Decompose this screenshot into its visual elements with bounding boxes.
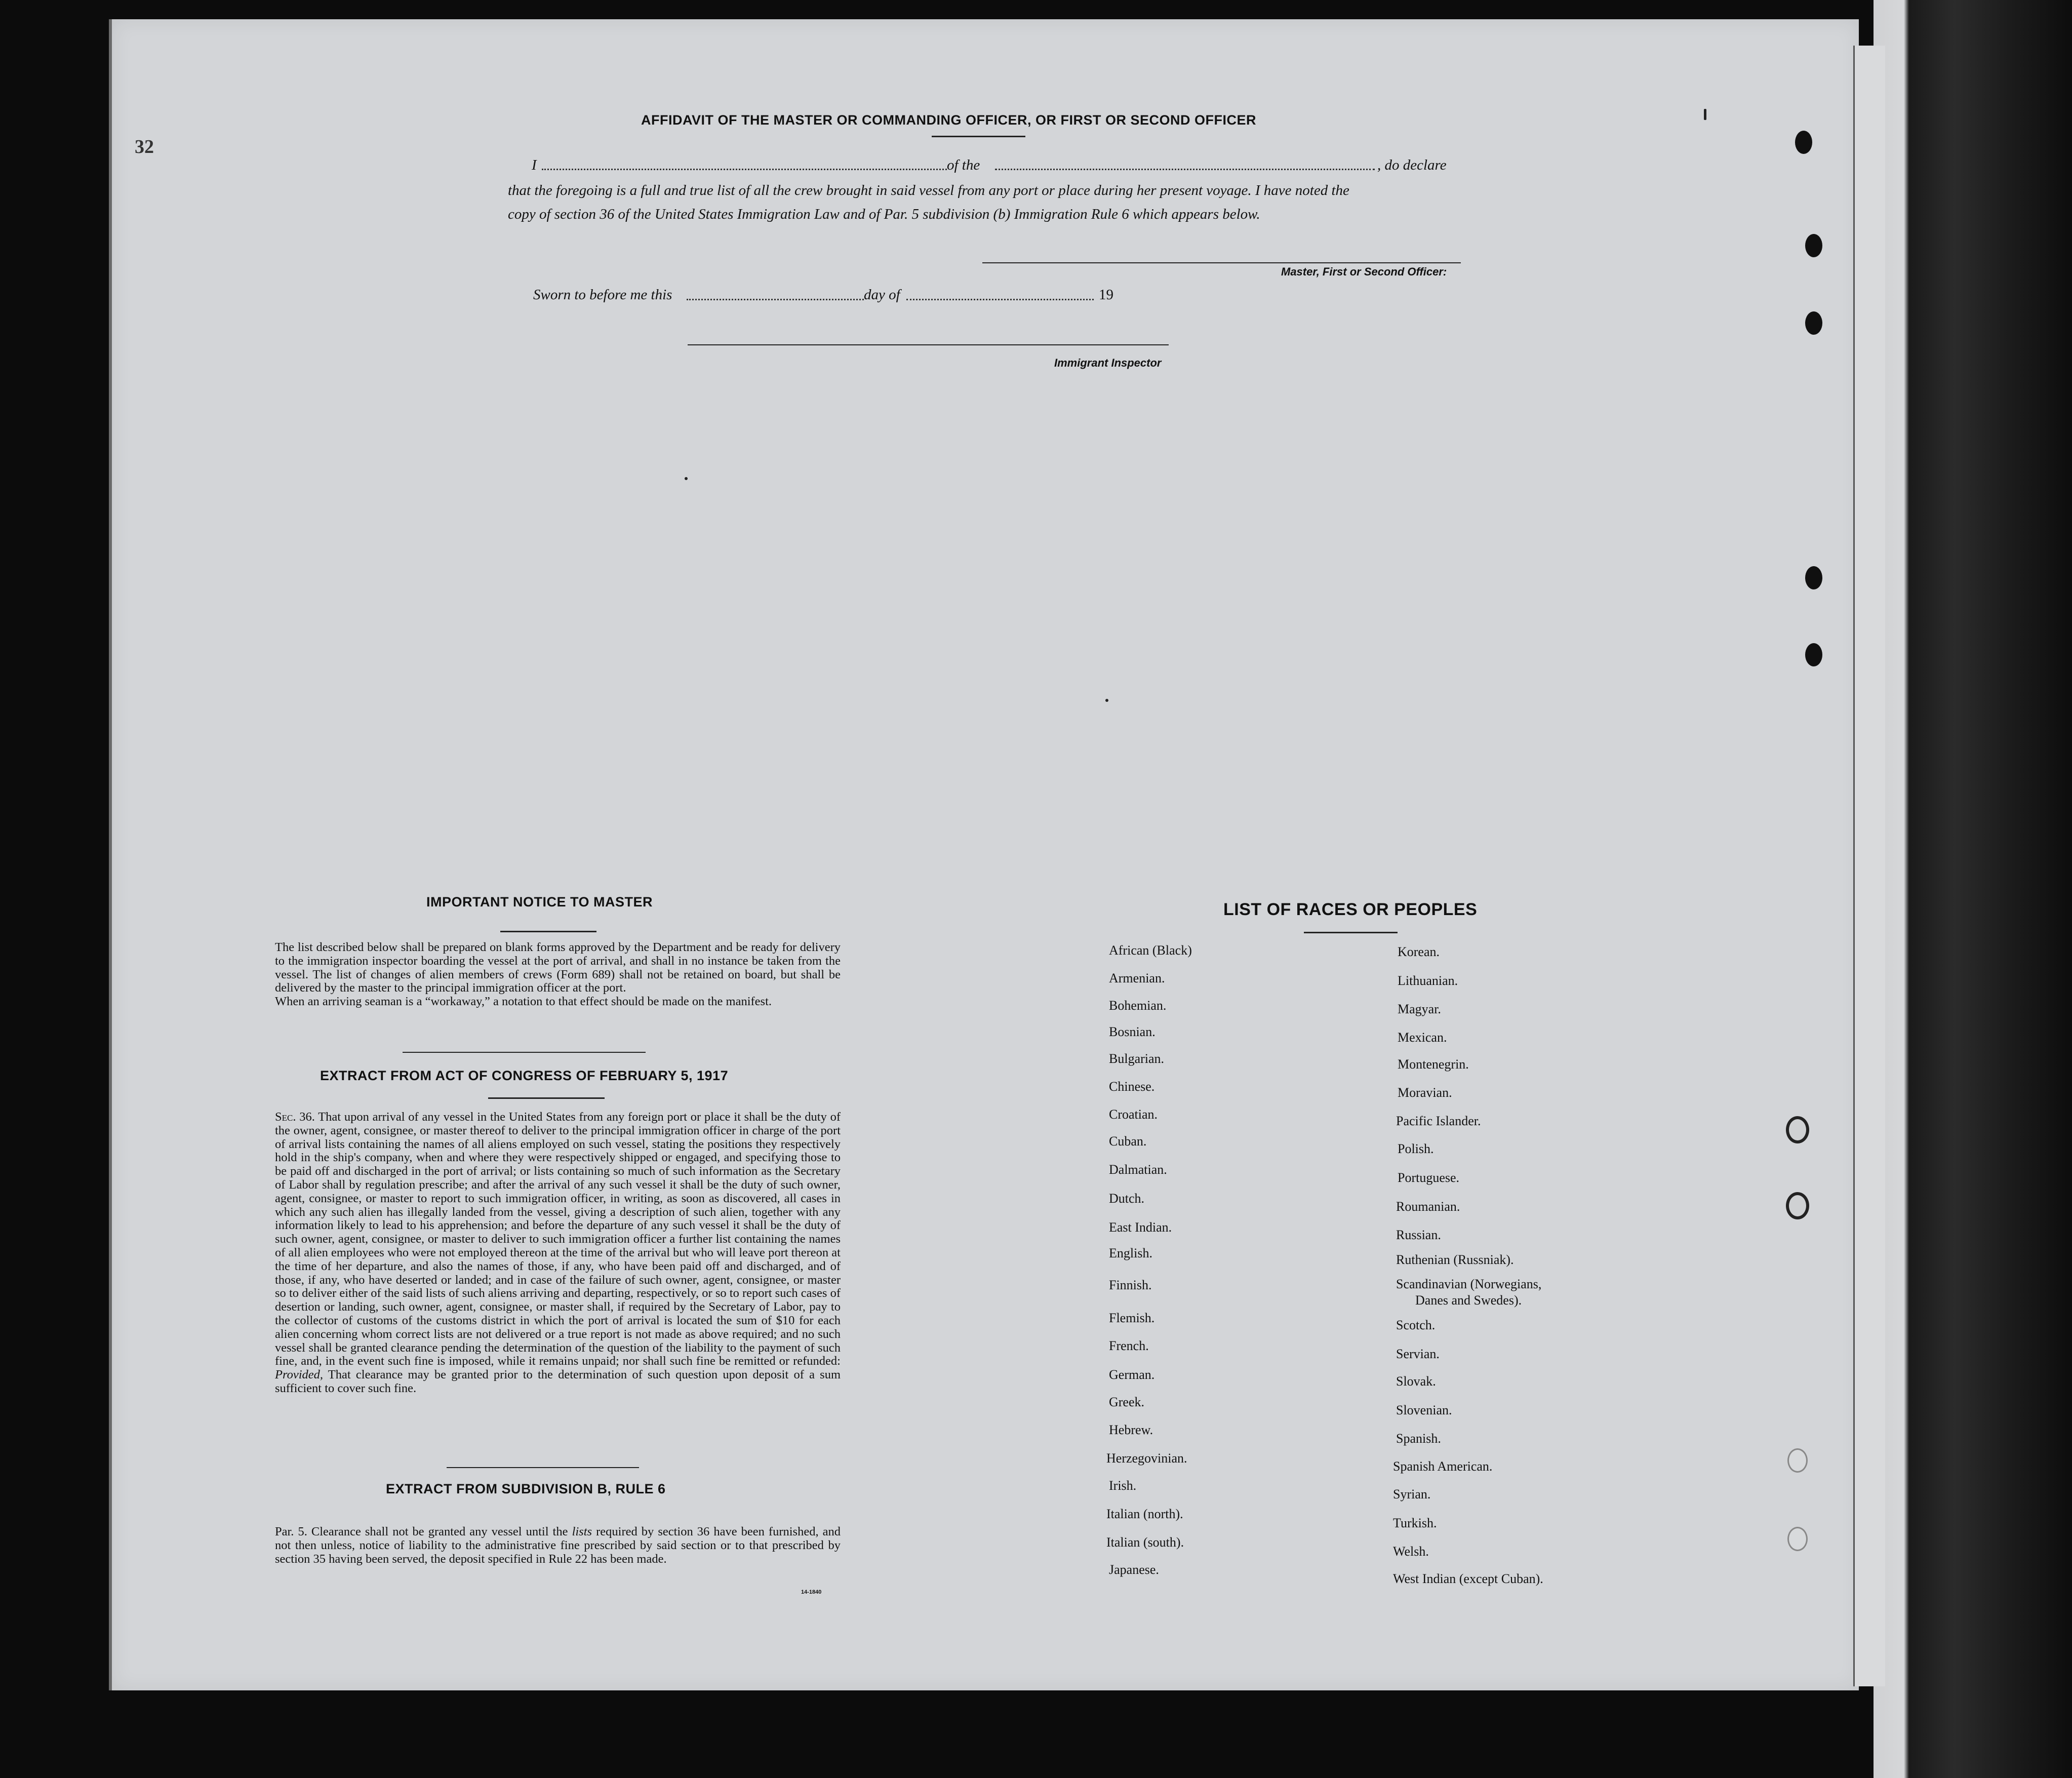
signature-line bbox=[982, 262, 1461, 263]
binder-ring bbox=[1786, 1192, 1809, 1219]
notice-text-1: The list described below shall be prepared on blank forms approved by the Department and be ready for delivery to the immigration inspector boarding the vessel at the port of arrival, and shall in no instance be taken from the vessel. The list of changes of alien members of crews (Form 689) shall not be retained on board, but shall be delivered by the master to the principal immigration officer at the port. bbox=[275, 940, 841, 995]
sworn-month-blank bbox=[906, 299, 1094, 300]
race-item: Herzegovinian. bbox=[1106, 1451, 1187, 1466]
race-item: Greek. bbox=[1109, 1395, 1145, 1409]
races-rule bbox=[1304, 932, 1398, 933]
race-item: Italian (south). bbox=[1106, 1535, 1184, 1550]
race-item: West Indian (except Cuban). bbox=[1393, 1571, 1543, 1586]
race-item: Dutch. bbox=[1109, 1191, 1145, 1206]
race-item: Montenegrin. bbox=[1398, 1057, 1469, 1072]
race-item: Finnish. bbox=[1109, 1278, 1152, 1292]
races-title: LIST OF RACES OR PEOPLES bbox=[1223, 900, 1478, 919]
race-item: Dalmatian. bbox=[1109, 1162, 1167, 1177]
race-item: Scotch. bbox=[1396, 1318, 1436, 1332]
act-rule bbox=[488, 1097, 605, 1099]
inspector-signature-line bbox=[688, 344, 1169, 345]
rule-body bbox=[252, 1525, 841, 1566]
race-item: English. bbox=[1109, 1246, 1152, 1260]
dot-mark bbox=[1105, 699, 1108, 702]
race-item: Hebrew. bbox=[1109, 1423, 1153, 1437]
notice-title: IMPORTANT NOTICE TO MASTER bbox=[426, 894, 653, 910]
page-edge-strip bbox=[1853, 46, 1885, 1686]
affidavit-line-1 bbox=[532, 157, 1463, 177]
race-item: Moravian. bbox=[1398, 1085, 1452, 1100]
affidavit-line-2: that the foregoing is a full and true list of all the crew brought in said vessel from any port or place during her present voyage. I have noted the bbox=[508, 182, 1349, 199]
rule-paragraph bbox=[252, 1525, 841, 1566]
race-item: Italian (north). bbox=[1106, 1507, 1183, 1521]
sworn-day-blank bbox=[687, 299, 864, 300]
race-item: Bohemian. bbox=[1109, 998, 1167, 1013]
form-number: 14-1840 bbox=[801, 1589, 822, 1595]
race-item: Scandinavian (Norwegians, bbox=[1396, 1277, 1542, 1291]
race-item: German. bbox=[1109, 1367, 1155, 1382]
race-item: Polish. bbox=[1398, 1141, 1434, 1156]
race-item: African (Black) bbox=[1109, 943, 1192, 958]
rule-text-1: Par. 5. Clearance shall not be granted any vessel until the bbox=[275, 1525, 568, 1538]
of-the-label: of the bbox=[947, 157, 980, 173]
race-item: Portuguese. bbox=[1398, 1170, 1460, 1185]
race-item: Servian. bbox=[1396, 1347, 1440, 1361]
race-item: Spanish American. bbox=[1393, 1459, 1493, 1474]
race-item: Welsh. bbox=[1393, 1544, 1429, 1559]
race-item: Korean. bbox=[1398, 944, 1440, 959]
act-body bbox=[252, 1111, 841, 1396]
declare-label: , do declare bbox=[1377, 157, 1447, 173]
affidavit-title: AFFIDAVIT OF THE MASTER OR COMMANDING OFFICER, OR FIRST OR SECOND OFFICER bbox=[641, 112, 1256, 128]
race-item: Roumanian. bbox=[1396, 1199, 1460, 1214]
race-item: Pacific Islander. bbox=[1396, 1114, 1481, 1128]
race-item: Spanish. bbox=[1396, 1431, 1441, 1446]
race-item: Irish. bbox=[1109, 1478, 1137, 1493]
affidavit-line-3: copy of section 36 of the United States Immigration Law and of Par. 5 subdivision (b) Immigration Rule 6 which appears below. bbox=[508, 206, 1260, 222]
rule-title: EXTRACT FROM SUBDIVISION B, RULE 6 bbox=[386, 1481, 666, 1496]
notice-paragraph-1 bbox=[252, 941, 841, 1009]
race-item: Chinese. bbox=[1109, 1079, 1155, 1094]
section-rule bbox=[447, 1467, 639, 1468]
title-rule bbox=[932, 136, 1025, 137]
scanner-frame-right bbox=[1874, 0, 2072, 1778]
race-item: Armenian. bbox=[1109, 971, 1165, 985]
race-item: Flemish. bbox=[1109, 1311, 1155, 1325]
declarant-label: I bbox=[532, 157, 537, 173]
race-item: French. bbox=[1109, 1338, 1149, 1353]
race-item: Mexican. bbox=[1398, 1030, 1447, 1045]
race-item: Bulgarian. bbox=[1109, 1051, 1165, 1066]
race-item: Danes and Swedes). bbox=[1415, 1293, 1522, 1308]
inspector-caption: Immigrant Inspector bbox=[1054, 357, 1162, 369]
sworn-prefix: Sworn to before me this bbox=[533, 287, 672, 303]
binder-hole bbox=[1805, 566, 1822, 589]
notice-text-2: When an arriving seaman is a “workaway,” a notation to that effect should be made on the manifest. bbox=[275, 995, 772, 1009]
provided-word: Provided, bbox=[275, 1368, 324, 1382]
lists-word: lists bbox=[572, 1525, 592, 1538]
race-item: Russian. bbox=[1396, 1228, 1441, 1242]
notice-rule bbox=[500, 931, 596, 932]
declarant-name-blank bbox=[542, 169, 947, 170]
act-title: EXTRACT FROM ACT OF CONGRESS OF FEBRUARY 5, 1917 bbox=[320, 1068, 729, 1083]
act-body-text: That upon arrival of any vessel in the United States from any foreign port or place it shall be the duty of the owner, agent, consignee, or master thereof to deliver to the principal immigration officer in charge of the port of arrival lists containing the names of all aliens employed on such vessel, stating the positions they respectively hold in the ship's company, when and where they were respectively shipped or engaged, and specifying those to be paid off and discharged in the port of arrival; or lists containing so much of such information as the Secretary of Labor shall by regulation prescribe; and after the arrival of any such vessel it shall be the duty of such owner, agent, consignee, or master to report to such immigration officer, in writing, as soon as discovered, all cases in which any such alien has illegally landed from the vessel, giving a description of such alien, together with any information likely to lead to his apprehension; and before the departure of any such vessel it shall be the duty of such owner, agent, consignee, or master to deliver to such immigration officer a further list containing the names of all alien employees who were not employed thereon at the time of the arrival but who will leave port thereon at the time of her departure, and also the names of those, if any, who have been paid off and discharged, and of those, if any, who have deserted or landed; and in case of the failure of such owner, agent, consignee, or master so to deliver either of the said lists of such aliens arriving and departing, respectively, or so to report such cases of desertion or landing, such owner, agent, consignee, or master shall, if required by the Secretary of Labor, pay to the collector of customs of the customs district in which the port of arrival is located the sum of $10 for each alien concerning whom correct lists are not delivered or a true report is not made as above required; and no such vessel shall be granted clearance pending the determination of the question of the liability to the payment of such fine, and, in the event such fine is imposed, while it remains unpaid; nor shall such fine be remitted or refunded: bbox=[275, 1110, 841, 1368]
tick-mark bbox=[1704, 109, 1706, 120]
race-item: Magyar. bbox=[1398, 1002, 1441, 1016]
signature-caption: Master, First or Second Officer: bbox=[1281, 265, 1447, 278]
section-rule bbox=[403, 1052, 646, 1053]
binder-ring bbox=[1787, 1527, 1808, 1551]
act-tail-text: That clearance may be granted prior to the determination of such question upon deposit of a sum sufficient to cover such fine. bbox=[275, 1368, 841, 1395]
race-item: East Indian. bbox=[1109, 1220, 1172, 1235]
race-item: Lithuanian. bbox=[1398, 973, 1458, 988]
race-item: Cuban. bbox=[1109, 1134, 1147, 1149]
binder-hole bbox=[1805, 311, 1822, 335]
document-page bbox=[109, 19, 1859, 1690]
binder-hole bbox=[1805, 234, 1822, 257]
binder-hole bbox=[1795, 131, 1812, 154]
sworn-year: 19 bbox=[1099, 287, 1113, 303]
act-section-36 bbox=[252, 1111, 841, 1396]
race-item: Slovak. bbox=[1396, 1374, 1436, 1389]
race-item: Slovenian. bbox=[1396, 1403, 1452, 1417]
dot-mark bbox=[685, 477, 688, 480]
race-item: Japanese. bbox=[1109, 1562, 1159, 1577]
binder-ring bbox=[1787, 1448, 1808, 1473]
race-item: Turkish. bbox=[1393, 1516, 1437, 1530]
day-of-label: day of bbox=[864, 287, 900, 303]
margin-annotation: 32 bbox=[135, 136, 154, 157]
race-item: Croatian. bbox=[1109, 1107, 1158, 1122]
rule-text-2: required by section 36 have been furnished, and not then unless, notice of liability to the administrative fine prescribed by said section or to that prescribed by section 35 having been served, the deposit specified in Rule 22 has been made. bbox=[275, 1525, 841, 1566]
vessel-name-blank bbox=[995, 169, 1375, 170]
binder-ring bbox=[1786, 1116, 1809, 1143]
race-item: Syrian. bbox=[1393, 1487, 1431, 1502]
race-item: Ruthenian (Russniak). bbox=[1396, 1252, 1514, 1267]
section-label: Sec. 36. bbox=[275, 1110, 315, 1124]
binder-hole bbox=[1805, 643, 1822, 666]
race-item: Bosnian. bbox=[1109, 1024, 1155, 1039]
